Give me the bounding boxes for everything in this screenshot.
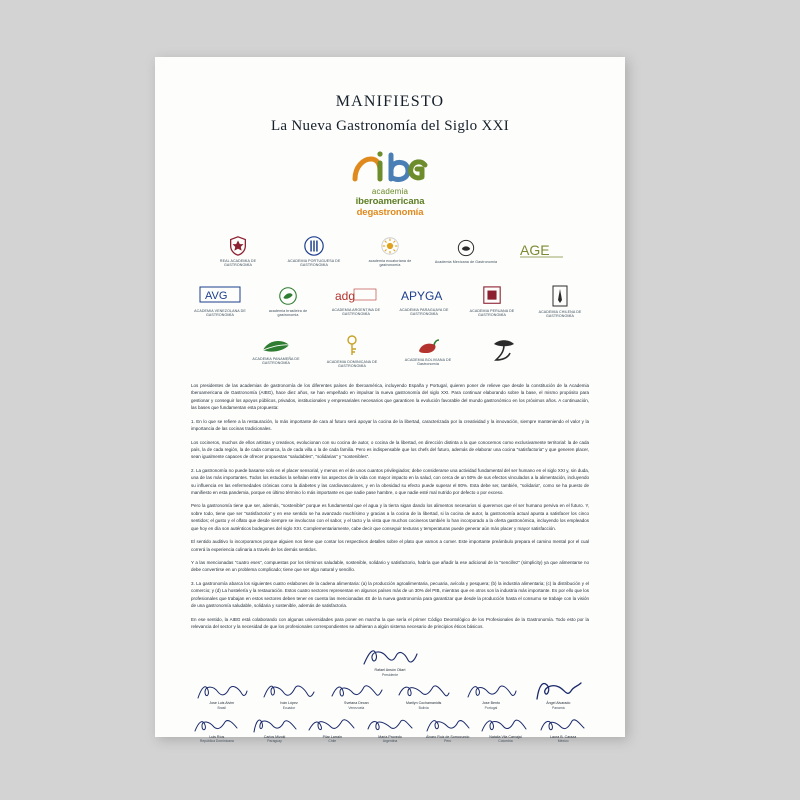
signature-role: Presidente: [381, 673, 399, 678]
signature-role: Brasil: [217, 706, 226, 711]
crest-icon: [227, 235, 249, 257]
paragraph-1: Los presidentes de las academias de gastronomía de los diferentes países de Iberoamérica, incluyendo España y Portugal, quieren poner de relieve que desde la constitución de la Academia Iberoamericana de Gastronomía (AIBG), hace diez años, se han empeñado en impulsar la nueva gastronomía del siglo XXI. Para continuar elaborando sobre la base, el mismo propósito para gestionar y conseguir los apoyos públicos, privados, institucionales y empresariales necesarios que garanticen la evolución favorable del mundo gastronómico en los próximos años. A continuación, las bases que fundamentan esta propuesta:: [191, 383, 589, 411]
signature-name: Luis Ríos: [209, 734, 225, 739]
manifesto-page: [155, 57, 625, 744]
signature-name: Rafael Ansón Oliart: [374, 668, 406, 673]
logo-caption: academia ecuatoriana de gastronomía: [368, 258, 412, 267]
manifesto-body: [191, 382, 589, 636]
signature-cell: [306, 713, 358, 744]
signature-role: Perú: [444, 739, 452, 744]
logo-academia-dominicana: [319, 328, 385, 374]
signature-cell: [422, 713, 474, 744]
logo-caption: Academia Mexicana de Gastronomía: [434, 259, 498, 264]
logo-caption: ACADEMIA PERUANA DE GASTRONOMÍA: [469, 308, 515, 317]
square-emblem-icon: [482, 285, 502, 307]
paragraph-4: 2. La gastronomía no puede basarse solo en el placer sensorial, y menos en el de unos cuantos privilegiados; debe considerarse una actividad fundamental del ser humano en el siglo XXI y, sin duda, una de las más importantes. Todos los estudios la señalan entre los aspectos de la vida con mayor impacto en la salud, con cerca de un 50% de sus efectos vinculados a la alimentación, incluyendo su influencia en las enfermedades crónicas como la diabetes y las cardiovasculares, y en la obesidad su efecto puede superar el 80%. Esta debe ser, también, "solidaria", como se ha puesto de manifiesto en esta pandemia, porque en último término lo más importante es que nadie pase hambre, o que nadie esté mal nutrido por defecto o por exceso.: [191, 467, 589, 496]
aibg-mark-icon: [347, 149, 433, 185]
paragraph-8: 3. La gastronomía abarca los siguientes cuatro eslabones de la cadena alimentaria: (a) la producción agroalimentaria, pecuaria, avícola y pesquera; (b) la industria alimentaria; (c) la distribución y el comercio; y (d) La hostelería y la restauración. Estos cuatro sectores representan en algunos países más de un 30% del PIB, mientras que en otros son la industria más importante. Es por ello que los profesionales que trabajan en estos sectores deben tener en cuenta las mencionadas 4S de la nueva gastronomía para garantizar que desde la producción hasta el consumo se trabaje con la visión de una gastronomía saludable, solidaria y sostenible, además de satisfactoria.: [191, 580, 589, 609]
signature-name: Svetana Decan: [344, 701, 369, 706]
signature-name: María Provedo: [378, 734, 402, 739]
logo-academia-panamena: [243, 328, 309, 374]
logo-age: [509, 228, 575, 274]
signature-mark-icon: [191, 679, 252, 701]
signature-mark-icon: [528, 679, 589, 701]
logo-caption: ACADEMIA PORTUGUESA DE GASTRONOMIA: [287, 258, 341, 267]
logo-caption: ACADEMIA DOMINICANA DE GASTRONOMÍA: [326, 359, 378, 368]
signature-cell: [393, 679, 454, 710]
pepper-icon: [415, 336, 441, 356]
svg-text:adg: adg: [335, 288, 356, 303]
logo-academia-mexicana: [433, 228, 499, 274]
logo-academia-boliviana: [395, 328, 461, 374]
logo-apyga-paraguay: [395, 278, 453, 324]
logo-caption: ACADEMIA PANAMEÑA DE GASTRONOMÍA: [252, 356, 300, 365]
signature-role: Chile: [328, 739, 337, 744]
tree-icon: [491, 336, 517, 364]
signature-mark-icon: [326, 679, 387, 701]
aibg-monogram-icon: [347, 149, 433, 185]
signature-mark-icon: [422, 713, 474, 735]
logo-caption: ACADEMIA ARGENTINA DE GASTRONOMÍA: [331, 307, 381, 316]
signature-row-1: [191, 679, 589, 710]
paragraph-7: Y a las mencionadas "cuatro eses", compuestas por los términos saludable, sostenible, solidario y satisfactorio, habría que añadir la ese adicional de la "sencillez" (simplicity) ya que alimentarse no debe convertirse en un problema complicado; tiene que ser algo natural y sencillo.: [191, 560, 589, 573]
signature-mark-icon: [480, 713, 532, 735]
signature-mark-icon: [191, 713, 243, 735]
logo-caption: ACADEMIA PARAGUAYA DE GASTRONOMÍA: [399, 307, 449, 316]
signature-cell: [191, 713, 243, 744]
signature-name: Pilar Larrain: [322, 734, 342, 739]
svg-text:AVG: AVG: [205, 289, 228, 302]
aibg-logo: [330, 149, 450, 218]
paragraph-5: Pero la gastronomía tiene que ser, además, "sostenible" porque es fundamental que el agua y la tierra sigan dando los alimentos necesarios si queremos que el ser humano perviva en el futuro. Y, sobre todo, tiene que ser "satisfactoria" y en ese sentido se ha avanzado muchísimo y gracias a la cocina de la libertad, si la cocina de autor, la gastronomía actual apunta a satisfacer los cinco sentidos; el gusto y el olfato que desde siempre se involucran con el sabor, y el tacto y la vista que muchos cocineros también lo han incorporado a la oferta gastronómica, incluyendo los empleados que hoy en día son auténticos bodegones del siglo XXI. Complementariamente, cabe decir que conseguir texturas y temperaturas puede generar aún más placer y mayor satisfacción.: [191, 503, 589, 531]
age-wordmark-icon: [519, 240, 565, 260]
signature-role: Paraguay: [267, 739, 282, 744]
signature-cell: [326, 679, 387, 710]
signature-name: Carlos Mizoki: [263, 734, 286, 739]
signature-cell: [191, 679, 252, 710]
signature-role: Colombia: [498, 739, 513, 744]
paragraph-3: Los cocineros, muchos de ellos artistas y creativos, evolucionan con su cocina de autor, o cocina de la libertad, en dirección distinta a la que conocemos como exclusivamente territorial: la de cada país, la de cada región, la de cada comarca, la de cada villa o la de cada familia. Pero es indispensable que los chefs del futuro, además de elaborar una cocina "satisfactoria" y que generen placer, sean igualmente capaces de ofrecer propuestas "saludables", "solidarias" y "sostenibles".: [191, 439, 589, 460]
page-title: MANIFIESTO: [335, 93, 445, 110]
logo-caption: ACADEMIA CHILENA DE GASTRONOMÍA: [538, 309, 582, 318]
logo-academia-portuguesa: [281, 228, 347, 274]
aibg-line1: academia: [371, 187, 409, 196]
logo-caption: academia brasileira de gastronomia: [268, 308, 308, 317]
sun-icon: [379, 235, 401, 257]
signature-role: Portugal: [484, 706, 498, 711]
signature-role: República Dominicana: [199, 739, 234, 744]
signature-cell: [249, 713, 301, 744]
signature-role: Venezuela: [348, 706, 365, 711]
signature-mark-icon: [393, 679, 454, 701]
signature-name: Natalia Vila Carvajal: [489, 734, 522, 739]
adg-wordmark-icon: [334, 286, 378, 306]
leaf-icon: [261, 337, 291, 355]
signature-mark-icon: [537, 713, 589, 735]
signature-name: Iván López: [280, 701, 298, 706]
signature-name: Ángel Alvarado: [546, 701, 571, 706]
signature-name: Laura B. Caraza: [550, 734, 577, 739]
signature-mark-icon: [306, 713, 358, 735]
logo-adg-argentina: [327, 278, 385, 324]
signature-cell: [364, 713, 416, 744]
key-icon: [343, 334, 361, 358]
title-block: [191, 93, 589, 135]
svg-text:APYGA: APYGA: [401, 288, 443, 303]
signature-row-president: [191, 646, 589, 677]
signature-cell: [258, 679, 319, 710]
pen-icon: [551, 284, 569, 308]
svg-text:AGE: AGE: [520, 242, 550, 258]
signature-cell: [528, 679, 589, 710]
logo-academia-peruana: [463, 278, 521, 324]
signature-role: Argentina: [382, 739, 398, 744]
round-emblem-icon: [456, 238, 476, 258]
circle-leaf-icon: [277, 285, 299, 307]
logo-academia-ecuatoriana: [357, 228, 423, 274]
signature-role: México: [557, 739, 569, 744]
page-subtitle: La Nueva Gastronomía del Siglo XXI: [270, 118, 510, 134]
logo-row-1: [191, 228, 589, 274]
signature-cell: [460, 679, 521, 710]
logo-real-academia-gastronomia: [205, 228, 271, 274]
signature-name: Jose Luis Alvim: [209, 701, 235, 706]
signature-role: Bolivia: [418, 706, 429, 711]
signature-mark-icon: [249, 713, 301, 735]
signature-role: Ecuador: [282, 706, 296, 711]
seal-icon: [303, 235, 325, 257]
aibg-line2: iberoamericana: [355, 196, 425, 207]
signature-cell: [480, 713, 532, 744]
signature-mark-icon: [364, 713, 416, 735]
signature-name: Jose Bento: [482, 701, 500, 706]
logo-caption: REAL ACADEMIA DE GASTRONOMÍA: [219, 258, 257, 267]
logo-academia-chilena: [531, 278, 589, 324]
logo-caption: ACADEMIA BOLIVIANA DE Gastronomía: [404, 357, 452, 366]
paragraph-6: El sentido auditivo lo incorporamos porque alguien nos tiene que contar los respectivos detalles sobre el plato que vamos a comer. Este importante preámbulo prepara el camino mental por el cual correrá la experiencia culinaria a través de los demás sentidos.: [191, 539, 589, 552]
logo-caption: ACADEMIA VENEZOLANA DE GASTRONOMÍA: [194, 308, 246, 317]
signature-mark-icon: [353, 646, 427, 668]
signature-area: [191, 646, 589, 743]
logo-row-3: [191, 328, 589, 374]
logo-academia-colombiana: [471, 328, 537, 374]
signature-name: Álvaro Ruiz de Somocurcio: [426, 734, 470, 739]
signature-cell: [537, 713, 589, 744]
signature-row-2: [191, 713, 589, 744]
paragraph-2: 1. En lo que se refiere a la restauración, lo más importante de cara al futuro será apoyar la cocina de la libertad, caracterizada por la creatividad y la innovación, siempre manteniendo el valor y la importancia de las cocinas tradicionales.: [191, 418, 589, 432]
avg-wordmark-icon: [199, 285, 241, 307]
apyga-wordmark-icon: [400, 286, 448, 306]
aibg-line3: degastronomía: [356, 207, 424, 218]
paragraph-9: En ese sentido, la AIBG está colaborando con algunas universidades para poner en marcha la que sería el primer Código Deontológico de los Profesionales de la Gastronomía. Todo esto por la relevancia del sector y la necesidad de que los profesionales correspondientes se adhieran a algún sistema necesario de principios éticos básicos.: [191, 616, 589, 629]
academy-logo-grid: [191, 228, 589, 374]
signature-president: [353, 646, 427, 677]
signature-name: Marilyn Cochamanidis: [405, 701, 442, 706]
logo-academia-brasileira: [259, 278, 317, 324]
signature-mark-icon: [460, 679, 521, 701]
logo-row-2: [191, 278, 589, 324]
signature-role: Panamá: [552, 706, 565, 711]
logo-avg-venezuela: [191, 278, 249, 324]
signature-mark-icon: [258, 679, 319, 701]
